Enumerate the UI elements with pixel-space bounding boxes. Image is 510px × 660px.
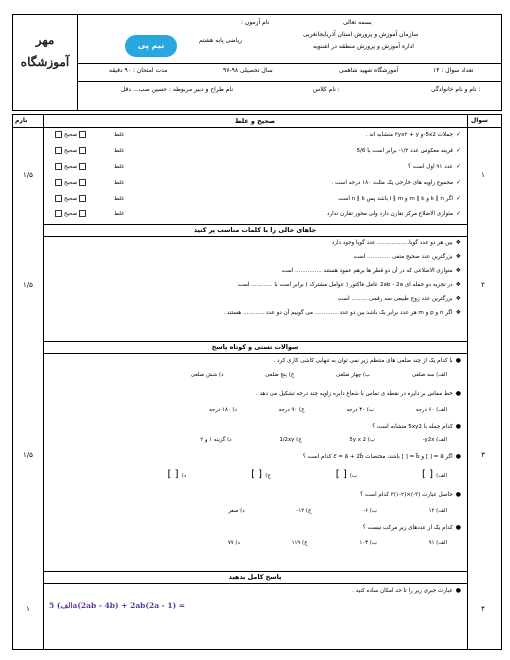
q3-item-4-question: ●اگر a⃗ = [ ] و b⃗ = [ ] باشد، مختصات c⃗ = a⃗ + 2b⃗ کدام است ؟ xyxy=(302,453,461,460)
org-line-2: اداره آموزش و پرورش منطقه در اشنویه xyxy=(313,43,414,50)
option-b[interactable]: ب) ۶- xyxy=(363,508,377,514)
true-checkbox[interactable] xyxy=(79,131,86,138)
option-a[interactable]: الف) ۱۲ xyxy=(428,508,447,514)
exam-name-value: ریاضی پایه هشتم xyxy=(199,37,243,44)
option-a[interactable]: الف) ۶۰ درجه xyxy=(415,407,447,413)
stamp-line-1: مهر xyxy=(35,33,55,47)
option-b[interactable]: ب) xyxy=(349,473,358,479)
school-stamp-box xyxy=(13,15,77,110)
q1-score: ۱/۵ xyxy=(23,171,33,179)
q3-item-6-options xyxy=(228,540,447,546)
option-a[interactable]: الف) سه ضلعی xyxy=(411,372,447,378)
option-a[interactable]: الف) y2x- xyxy=(422,437,447,443)
true-checkbox[interactable] xyxy=(79,179,86,186)
q1-item-3: ✓عدد ۹۱ اول است ؟ xyxy=(408,163,461,170)
q2-number: ۲ xyxy=(481,281,485,289)
q4-number: ۴ xyxy=(481,605,485,613)
option-c[interactable]: ج) 1/2xy xyxy=(279,437,302,443)
option-b[interactable]: ب) ۳۰ درجه xyxy=(346,407,374,413)
option-c[interactable]: ج) ۱۱۹ xyxy=(291,540,308,546)
q2-item-3: ❖متوازی الاضلاعی که در آن دو قطر ها برهم عمود هستند ............... است xyxy=(281,267,461,274)
class-name-label: نام کلاس : xyxy=(313,86,340,93)
q3-item-1-options xyxy=(191,372,447,378)
true-checkbox[interactable] xyxy=(79,195,86,202)
option-d[interactable]: د) صفر xyxy=(228,508,245,514)
option-d[interactable]: د) ۷۷ xyxy=(227,540,240,546)
q1-item-5: ✓اگر k ∥ n و m ∥ k و l ∥ m باشد پس n ∥ k است xyxy=(338,195,461,202)
question-column-header: سوال xyxy=(471,117,488,124)
student-name-label: نام و نام خانوادگی : xyxy=(431,86,481,93)
q3-number: ۳ xyxy=(481,451,485,459)
q4-expression: الف) 5a(2ab - 4b) + 2ab(2a - 1) = xyxy=(49,601,186,610)
q3-item-5-question: ●حاصل عبارت (۳-)×(۲-۱)۳ کدام است ؟ xyxy=(360,491,461,498)
option-c[interactable]: ج) ۹۰ درجه xyxy=(278,407,305,413)
stamp-line-2: آموزشگاه xyxy=(20,55,70,69)
section-fill-blank-title: جاهای خالی را با کلمات مناسب پر کنید xyxy=(193,226,317,234)
q3-item-2-options xyxy=(209,407,447,413)
q3-item-5-options xyxy=(228,508,447,514)
option-c[interactable]: ج) ۱۲- xyxy=(296,508,312,514)
false-checkbox[interactable] xyxy=(55,147,62,154)
exam-term-badge: نیم پی xyxy=(125,35,177,57)
q1-item-2: ✓قرینه معکوس عدد ۱/۲- برابر است با 5/6 xyxy=(356,147,461,154)
false-checkbox[interactable] xyxy=(55,179,62,186)
question-count: تعداد سوال : ۱۴ xyxy=(433,67,474,74)
false-checkbox[interactable] xyxy=(55,163,62,170)
q1-tf-row-2: غلطصحیح xyxy=(53,147,124,154)
section-true-false-title: صحیح و غلط xyxy=(234,117,276,125)
q1-tf-row-6: غلطصحیح xyxy=(53,210,124,217)
q1-tf-row-4: غلطصحیح xyxy=(53,179,124,186)
q3-item-6-question: ●کدام یک از عددهای زیر مرکب نیست ؟ xyxy=(362,524,461,531)
q4-score: ۱ xyxy=(26,605,30,613)
option-b[interactable]: ب) چهار ضلعی xyxy=(336,372,371,378)
bismillah: بسمه تعالی xyxy=(343,19,372,26)
section-full-answer-title: پاسخ کامل بدهید xyxy=(228,573,282,581)
q2-item-1: ❖بین هر دو عدد گویا.................. عدد گویا وجود دارد xyxy=(331,239,461,246)
q1-item-6: ✓متوازی الاضلاع مرکز تقارن دارد ولی محور تقارن ندارد xyxy=(326,210,461,217)
option-a[interactable]: الف) xyxy=(436,473,447,479)
school-name: آموزشگاه شهید شاهمی xyxy=(339,67,399,74)
exam-duration: مدت امتحان : ۹۰ دقیقه xyxy=(109,67,168,74)
true-checkbox[interactable] xyxy=(79,147,86,154)
q3-item-4-options: الف) [ ] ب) [ ] ج) [ ] د) [ ] xyxy=(167,469,447,480)
q3-item-3-question: ●کدام جمله با 5xy2 متشابه است ؟ xyxy=(372,423,461,430)
option-c[interactable]: ج) پنج ضلعی xyxy=(265,372,295,378)
q4-prompt: ●عبارت جبری زیر را تا حد امکان ساده کنید . xyxy=(352,587,461,594)
q3-item-1-question: ●با کدام یک از چند ضلعی های منتظم زیر نمی توان به تنهایی کاشی کاری کرد . xyxy=(273,357,461,364)
q3-score: ۱/۵ xyxy=(23,451,33,459)
false-checkbox[interactable] xyxy=(55,195,62,202)
option-d[interactable]: د) ۱۸۰ درجه xyxy=(208,407,237,413)
section-multiple-choice-title: سوالات تستی و کوتاه پاسخ xyxy=(211,343,299,351)
score-column-header: بارم xyxy=(15,117,28,124)
false-checkbox[interactable] xyxy=(55,131,62,138)
q2-item-4: ❖در تجزیه دو جمله ای 2ab - 2a عامل فاکتور ( عوامل مشترک ) برابر است با ............ است xyxy=(237,281,461,288)
q3-item-2-question: ●خط مماس بر دایره در نقطه ی تماس با شعاع دایره زاویه چند درجه تشکیل می دهد . xyxy=(255,390,461,397)
option-c[interactable]: ج) xyxy=(265,473,271,479)
q1-item-1: ✓جملات 5x2-و ۳yx۲ + y متشابه اند . xyxy=(365,131,461,138)
q2-score: ۱/۵ xyxy=(23,281,33,289)
exam-name-label: نام آزمون : xyxy=(241,19,270,26)
q1-tf-row-5: غلطصحیح xyxy=(53,195,124,202)
q2-item-6: ❖اگر n و p و m هر عدد برابر یک باشد بین دو عدد ............. می گوییم آن دو عدد ............ هستند . xyxy=(223,309,461,316)
option-d[interactable]: د) گزینه ۱ و ۲ xyxy=(200,437,232,443)
designer-label: نام طراح و دبیر مربوطه : حسین صب... دقل xyxy=(121,86,233,93)
org-line-1: سازمان آموزش و پرورش استان آذربایجانغربی xyxy=(303,31,419,38)
true-checkbox[interactable] xyxy=(79,210,86,217)
exam-header xyxy=(12,14,502,111)
true-checkbox[interactable] xyxy=(79,163,86,170)
option-d[interactable]: د) xyxy=(181,473,187,479)
option-d[interactable]: د) شش ضلعی xyxy=(190,372,224,378)
option-a[interactable]: الف) ۹۱ xyxy=(428,540,447,546)
q3-item-3-options xyxy=(200,437,447,443)
q1-tf-row-3: غلطصحیح xyxy=(53,163,124,170)
false-checkbox[interactable] xyxy=(55,210,62,217)
questions-table xyxy=(12,114,502,650)
q2-item-5: ❖بزرگترین عدد زوج طبیعی سه رقمی ......... است xyxy=(337,295,461,302)
q1-number: ۱ xyxy=(481,171,485,179)
option-b[interactable]: ب) ۱۰۳ xyxy=(359,540,377,546)
q1-item-4: ✓مجموع زاویه های خارجی یک مثلث ۱۸۰ درجه است . xyxy=(331,179,461,186)
school-year: سال تحصیلی ۹۸-۹۷ xyxy=(223,67,273,74)
q2-item-2: ❖بزرگترین عدد صحیح منفی ............. است xyxy=(353,253,461,260)
q1-tf-row-1: غلطصحیح xyxy=(53,131,124,138)
option-b[interactable]: ب) 5y x 2 xyxy=(349,437,375,443)
